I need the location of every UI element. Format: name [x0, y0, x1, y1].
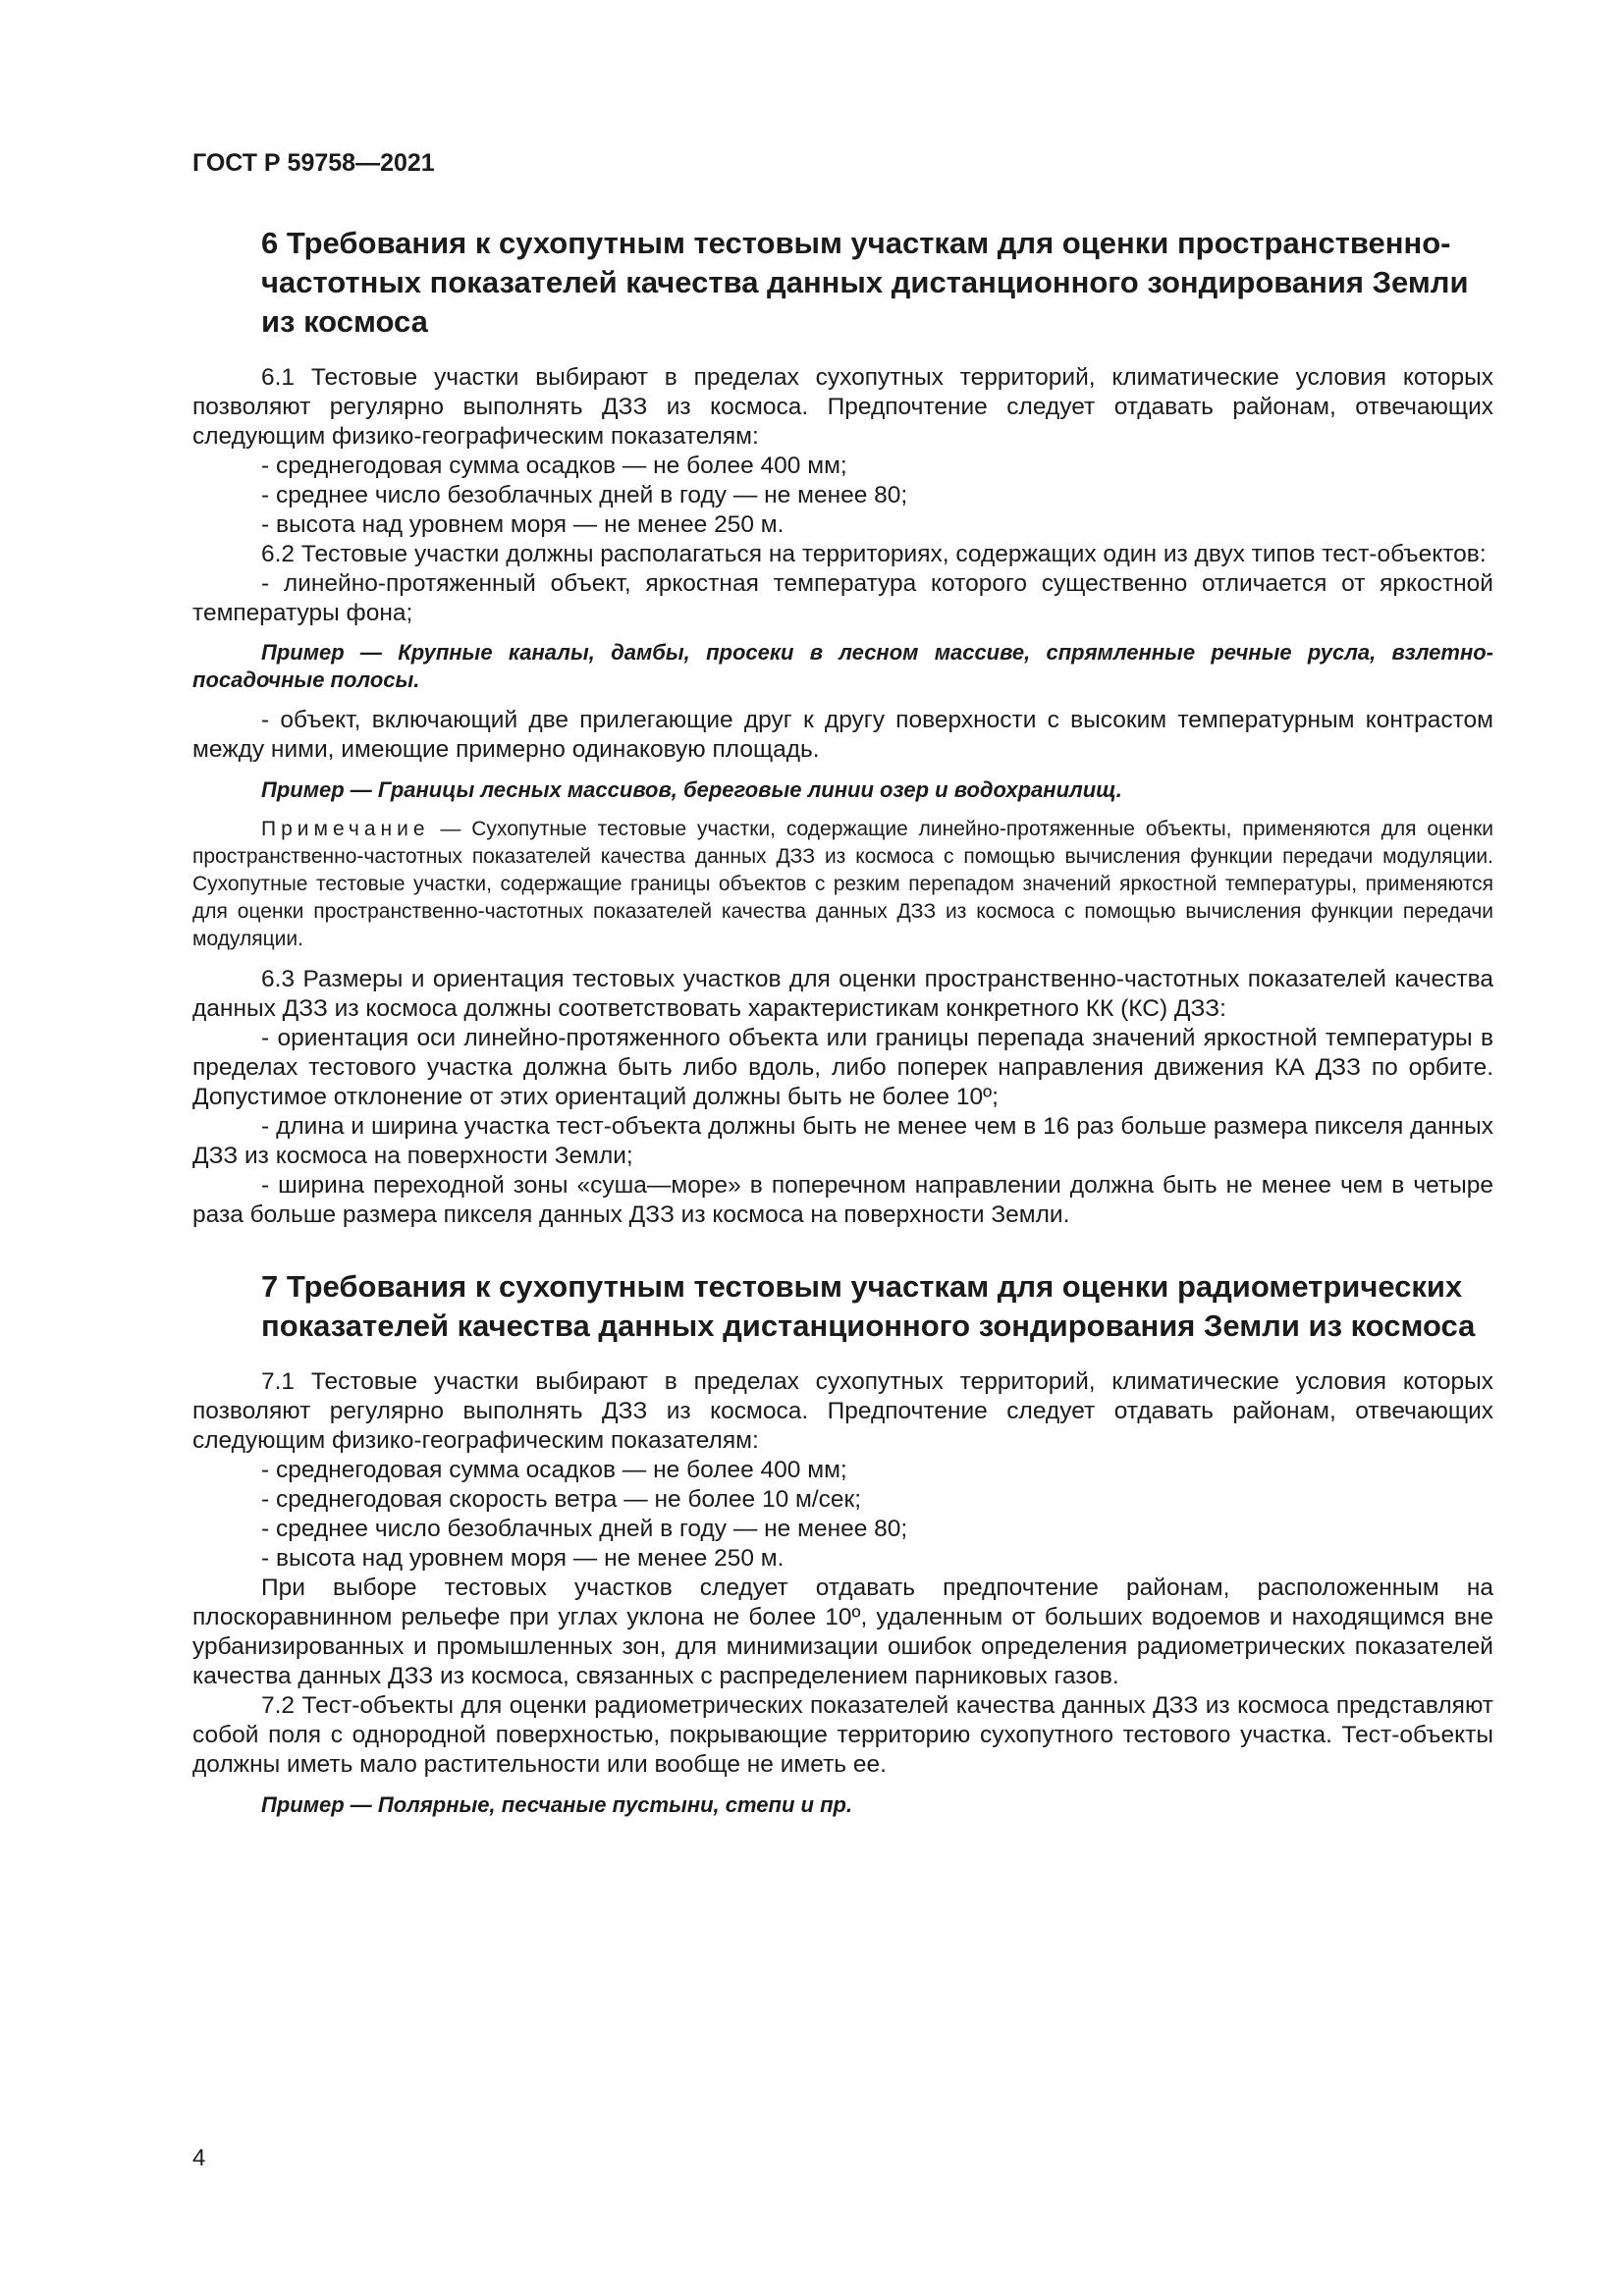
list-item: - длина и ширина участка тест-объекта должны быть не менее чем в 16 раз больше размера пикселя данных ДЗЗ из космоса на поверхности Земли;: [192, 1113, 1493, 1169]
list-item: - среднее число безоблачных дней в году — не менее 80;: [261, 1516, 908, 1542]
example-2: Пример — Границы лесных массивов, береговые линии озер и водохранилищ.: [261, 777, 1122, 802]
paragraph-6-2: 6.2 Тестовые участки должны располагаться на территориях, содержащих один из двух типов тест-объектов:: [261, 541, 1487, 567]
page-number: 4: [192, 2145, 206, 2171]
list-item: - ориентация оси линейно-протяженного объекта или границы перепада значений яркостной температуры в пределах тестового участка должна быть либо вдоль, либо поперек направления движения КА ДЗЗ по орбите. Допустимое отклонение от этих ориентаций должны быть не более 10º;: [192, 1025, 1493, 1110]
note: [192, 816, 1493, 953]
document-body: [192, 224, 1493, 1819]
list-item: - объект, включающий две прилегающие друг к другу поверхности с высоким температурным контрастом между ними, имеющие примерно одинаковую площадь.: [192, 707, 1493, 763]
list-item: - высота над уровнем моря — не менее 250 м.: [261, 511, 785, 538]
list-item: - ширина переходной зоны «суша—море» в поперечном направлении должна быть не менее чем в четыре раза больше размера пикселя данных ДЗЗ из космоса на поверхности Земли.: [192, 1172, 1493, 1228]
section-7-heading: 7 Требования к сухопутным тестовым участкам для оценки радиометрических показателей качества данных дистанционного зондирования Земли из космоса: [261, 1269, 1476, 1343]
document-code: ГОСТ Р 59758—2021: [192, 149, 435, 177]
note-label: Примечание: [261, 818, 430, 840]
example-1: Пример — Крупные каналы, дамбы, просеки в лесном массиве, спрямленные речные русла, взлетно-посадочные полосы.: [192, 640, 1493, 692]
list-item: - высота над уровнем моря — не менее 250 м.: [261, 1545, 785, 1572]
list-item: - среднее число безоблачных дней в году — не менее 80;: [261, 482, 908, 508]
paragraph-7-1-continued: При выборе тестовых участков следует отдавать предпочтение районам, расположенным на плоскоравнинном рельефе при углах уклона не более 10º, удаленным от больших водоемов и находящимся вне урбанизированных и промышленных зон, для минимизации ошибок определения радиометрических показателей качества данных ДЗЗ из космоса, связанных с распределением парниковых газов.: [192, 1575, 1493, 1689]
paragraph-6-3: 6.3 Размеры и ориентация тестовых участков для оценки пространственно-частотных показателей качества данных ДЗЗ из космоса должны соответствовать характеристикам конкретного КК (КС) ДЗЗ:: [192, 966, 1493, 1022]
list-item: - среднегодовая сумма осадков — не более 400 мм;: [261, 453, 847, 479]
paragraph-7-2: 7.2 Тест-объекты для оценки радиометрических показателей качества данных ДЗЗ из космоса представляют собой поля с однородной поверхностью, покрывающие территорию сухопутного тестового участка. Тест-объекты должны иметь мало растительности или вообще не иметь ее.: [192, 1692, 1493, 1778]
list-item: - линейно-протяженный объект, яркостная температура которого существенно отличается от яркостной температуры фона;: [192, 570, 1493, 626]
paragraph-6-1: 6.1 Тестовые участки выбирают в пределах сухопутных территорий, климатические условия которых позволяют регулярно выполнять ДЗЗ из космоса. Предпочтение следует отдавать районам, отвечающих следующим физико-географическим показателям:: [192, 364, 1493, 450]
example-3: Пример — Полярные, песчаные пустыни, степи и пр.: [261, 1792, 853, 1817]
paragraph-7-1: 7.1 Тестовые участки выбирают в пределах сухопутных территорий, климатические условия которых позволяют регулярно выполнять ДЗЗ из космоса. Предпочтение следует отдавать районам, отвечающих следующим физико-географическим показателям:: [192, 1368, 1493, 1454]
section-6-heading: 6 Требования к сухопутным тестовым участкам для оценки пространственно-частотных показателей качества данных дистанционного зондирования Земли из космоса: [261, 226, 1469, 339]
list-item: - среднегодовая сумма осадков — не более 400 мм;: [261, 1457, 847, 1483]
list-item: - среднегодовая скорость ветра — не более 10 м/сек;: [261, 1486, 862, 1513]
note-text: — Сухопутные тестовые участки, содержащие линейно-протяженные объекты, применяются для оценки пространственно-частотных показателей качества данных ДЗЗ из космоса с помощью вычисления функции передачи модуляции. Сухопутные тестовые участки, содержащие границы объектов с резким перепадом значений яркостной температуры, применяются для оценки пространственно-частотных показателей качества данных ДЗЗ из космоса с помощью вычисления функции передачи модуляции.: [192, 818, 1494, 950]
